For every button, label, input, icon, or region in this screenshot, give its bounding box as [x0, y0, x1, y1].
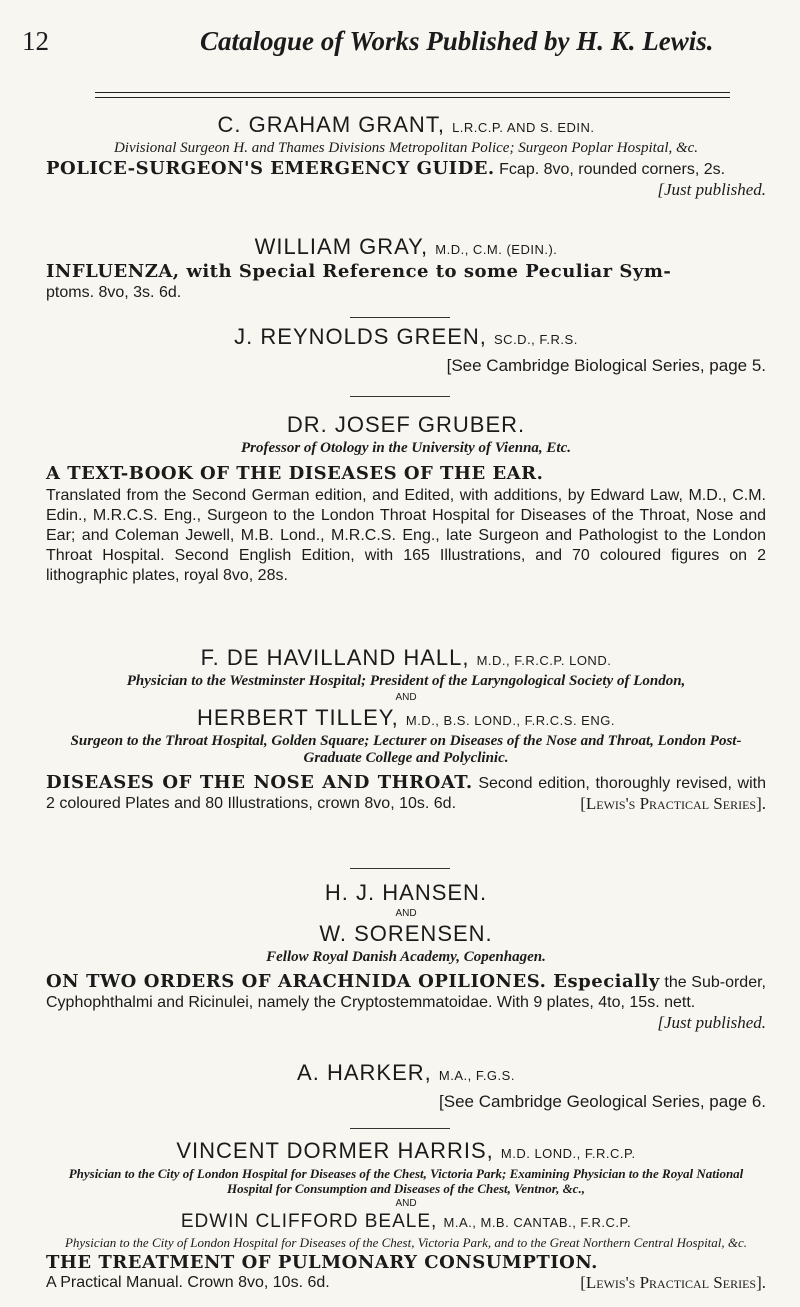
coauthor-name — [46, 705, 766, 731]
section-divider — [350, 317, 450, 318]
page-header — [0, 20, 800, 60]
book-entry — [46, 1273, 766, 1293]
author-name — [46, 324, 766, 350]
entry-gruber — [46, 412, 766, 586]
publication-note: [Just published. — [657, 180, 766, 199]
coauthor-degrees: M.A., M.B. CANTAB., F.R.C.P. — [443, 1215, 632, 1230]
publication-note: [Just published. — [657, 1013, 766, 1032]
series-note: [Lewis's Practical Series]. — [580, 794, 766, 813]
author-name — [46, 1138, 766, 1164]
cross-reference: [See Cambridge Biological Series, page 5. — [446, 356, 766, 375]
author-degrees: M.D. LOND., F.R.C.P. — [500, 1146, 636, 1161]
author-degrees: M.D., F.R.C.P. LOND. — [476, 653, 612, 668]
author-degrees: M.D., C.M. (EDIN.). — [435, 242, 558, 257]
author-role: Physician to the City of London Hospital for Diseases of the Chest, Victoria Park; Examining Physician to the Royal National Hospital for Consumption and Diseases of the Chest, Ventnor, &c., — [68, 1166, 744, 1196]
book-details: Translated from the Second German edition, and Edited, with additions, by Edward Law, M.D., C.M. Edin., M.R.C.S. Eng., Surgeon to the London Throat Hospital for Diseases of the Throat, Nose and Ear; and Coleman Jewell, M.B. Lond., M.R.C.S. Eng., late Surgeon and Pathologist to the London Throat Hospital. Second English Edition, with 165 Illustrations, and 70 coloured figures on 2 lithographic plates, royal 8vo, 28s. — [46, 487, 766, 584]
coauthor-name — [46, 1211, 766, 1233]
author-name — [46, 645, 766, 671]
author-text: J. REYNOLDS GREEN, — [234, 324, 487, 349]
section-divider — [350, 868, 450, 869]
author-text: VINCENT DORMER HARRIS, — [176, 1138, 494, 1163]
coauthor-text: EDWIN CLIFFORD BEALE, — [180, 1211, 438, 1232]
book-details: A Practical Manual. Crown 8vo, 10s. 6d. — [46, 1274, 330, 1291]
entry-harris-beale — [46, 1138, 766, 1293]
entry-hansen-sorensen — [46, 880, 766, 1033]
book-title: DISEASES OF THE NOSE AND THROAT. — [46, 772, 473, 793]
author-degrees: L.R.C.P. AND S. EDIN. — [452, 120, 595, 135]
book-title: ON TWO ORDERS OF ARACHNIDA OPILIONES. Especially — [46, 971, 660, 992]
section-divider — [350, 1128, 450, 1129]
coauthor-role: Physician to the City of London Hospital for Diseases of the Chest, Victoria Park, and to the Great Northern Central Hospital, &c. — [64, 1235, 748, 1250]
book-details: Fcap. 8vo, rounded corners, 2s. — [499, 161, 726, 178]
book-entry — [46, 972, 766, 1033]
and-connector: AND — [395, 1198, 417, 1209]
coauthor-text: HERBERT TILLEY, — [197, 705, 399, 730]
author-text: A. HARKER, — [297, 1060, 432, 1085]
book-details: ptoms. 8vo, 3s. 6d. — [46, 284, 182, 301]
section-divider — [350, 396, 450, 397]
author-role: Professor of Otology in the University of Vienna, Etc. — [241, 440, 571, 456]
book-title: A TEXT-BOOK OF THE DISEASES OF THE EAR. — [46, 463, 544, 484]
coauthor-role: Surgeon to the Throat Hospital, Golden Square; Lecturer on Diseases of the Nose and Throat, London Post-Graduate College and Polyclinic. — [70, 733, 742, 766]
book-title: THE TREATMENT OF PULMONARY CONSUMPTION. — [46, 1252, 598, 1273]
author-name: DR. JOSEF GRUBER. — [286, 412, 526, 437]
author-role: Divisional Surgeon H. and Thames Divisions Metropolitan Police; Surgeon Poplar Hospital, &c. — [113, 140, 699, 156]
author-name — [46, 1060, 766, 1086]
author-text: C. GRAHAM GRANT, — [217, 112, 445, 137]
book-entry — [46, 262, 766, 303]
book-entry — [46, 159, 766, 200]
entry-harker — [46, 1060, 766, 1129]
author-name: H. J. HANSEN. — [324, 880, 488, 905]
page-title: Catalogue of Works Published by H. K. Lewis. — [200, 26, 714, 56]
and-connector: AND — [395, 692, 417, 703]
entry-grant — [46, 112, 766, 200]
entry-hall-tilley — [46, 645, 766, 814]
header-rule-second — [95, 97, 730, 98]
header-rule — [95, 92, 730, 93]
coauthor-role: Fellow Royal Danish Academy, Copenhagen. — [266, 949, 546, 965]
book-details: the Sub-order, Cyphophthalmi and Ricinulei, namely the Cryptostemmatoidae. With 9 plates, 4to, 15s. nett. — [46, 974, 766, 1011]
coauthor-name: W. SORENSEN. — [319, 921, 493, 946]
page-number: 12 — [22, 26, 49, 56]
author-name — [46, 112, 766, 138]
book-title: POLICE-SURGEON'S EMERGENCY GUIDE. — [46, 158, 495, 179]
author-text: WILLIAM GRAY, — [254, 234, 429, 259]
author-name — [46, 234, 766, 260]
coauthor-degrees: M.D., B.S. LOND., F.R.C.S. ENG. — [405, 713, 615, 728]
author-degrees: SC.D., F.R.S. — [494, 332, 578, 347]
book-entry — [46, 773, 766, 814]
series-note: [Lewis's Practical Series]. — [580, 1273, 766, 1292]
cross-reference: [See Cambridge Geological Series, page 6. — [439, 1092, 766, 1111]
author-role: Physician to the Westminster Hospital; President of the Laryngological Society of London, — [126, 673, 686, 689]
book-title: INFLUENZA, with Special Reference to some Peculiar Sym- — [46, 261, 672, 282]
author-degrees: M.A., F.G.S. — [438, 1068, 515, 1083]
book-details: Second edition, thoroughly revised, with 2 coloured Plates and 80 Illustrations, crown 8vo, 10s. 6d. — [46, 775, 766, 812]
author-text: F. DE HAVILLAND HALL, — [200, 645, 470, 670]
and-connector: AND — [395, 908, 417, 919]
entry-green — [46, 324, 766, 393]
entry-gray — [46, 234, 766, 303]
